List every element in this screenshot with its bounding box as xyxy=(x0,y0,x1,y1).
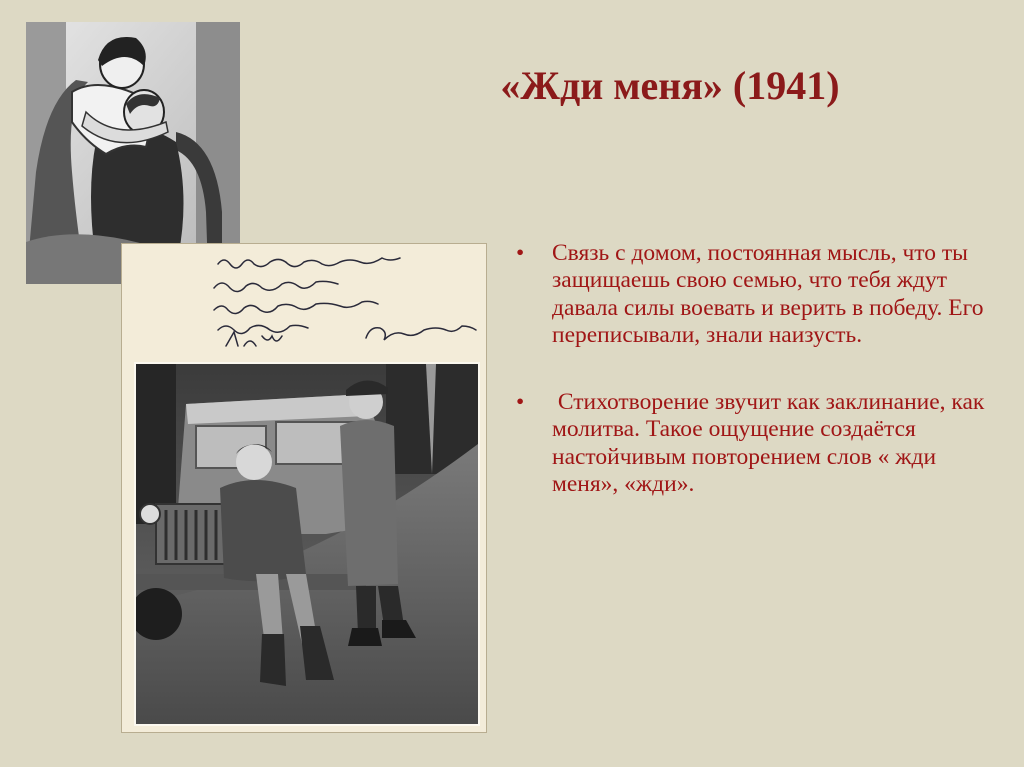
bullet-mark: • xyxy=(516,389,525,415)
bullet-item xyxy=(516,389,1006,498)
war-photo-card xyxy=(122,244,486,732)
bullet-text: Стихотворение звучит как заклинание, как молитва. Такое ощущение создаётся настойчивым повторением слов « жди меня», «жди». xyxy=(552,389,991,497)
bullet-item xyxy=(516,240,1006,349)
slide-title: «Жди меня» (1941) xyxy=(500,63,840,108)
war-photo-with-jeep-icon xyxy=(136,364,478,724)
bullet-text: Связь с домом, постоянная мысль, что ты защищаешь свою семью, что тебя ждут давала силы воевать и верить в победу. Его переписывали, знали наизусть. xyxy=(552,240,984,348)
handwritten-signature-icon xyxy=(122,244,486,359)
bullet-list xyxy=(516,240,1006,538)
bullet-mark: • xyxy=(516,240,525,266)
war-photo-image xyxy=(134,362,480,726)
